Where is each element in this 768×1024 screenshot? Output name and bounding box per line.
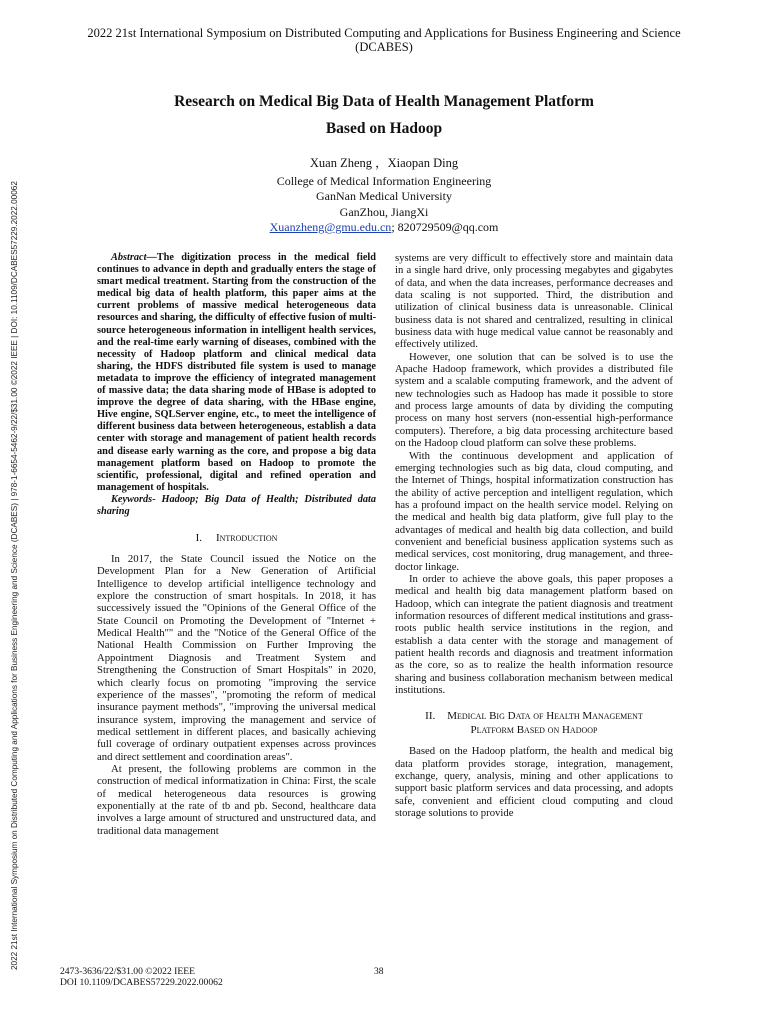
section1-paragraph-2: At present, the following problems are common in the construction of medical informatization in China: First, the scale of medical heterogeneous data resources is growing exponentially at the rate of tb and pb. Second, healthcare data involves a large amount of structured and unstructured data, and traditional data management	[97, 762, 376, 837]
paper-title	[100, 88, 668, 142]
section2-title-line1: Medical Big Data of Health Management	[447, 710, 643, 723]
section1-title: Introduction	[215, 532, 278, 545]
ieee-sidebar-stamp	[10, 40, 24, 970]
right-column	[395, 252, 673, 819]
email-line	[100, 220, 668, 236]
section2-heading-line1	[395, 710, 673, 724]
affiliation-line3: GanZhou, JiangXi	[339, 204, 429, 219]
section2-heading	[395, 710, 673, 737]
affiliation-line1: College of Medical Information Engineering	[276, 173, 492, 188]
title-line2: Based on Hadoop	[325, 120, 443, 137]
sidebar-text: 2022 21st International Symposium on Distributed Computing and Applications for Business Engineering and Science (DCABES) | 978-1-6654-5462-9/22/$31.00 ©2022 IEEE | DOI: 10.1109/DCABES57229.2022.00062	[10, 181, 19, 970]
section2-number: II.	[425, 710, 436, 723]
section1-heading	[97, 532, 376, 545]
conference-header-line2: (DCABES)	[355, 40, 413, 54]
continued-paragraph: systems are very difficult to effectively store and maintain data in a single hard drive, only processing megabytes and gigabytes of data, and when the data increases, performance decreases and data scaling is not supported. Third, the distribution and utilization of clinical business data is unreasonable. Clinical business data is not shared and centralized, resulting in clinical business data with huge medical value cannot be reasonably and effectively utilized.	[395, 252, 673, 351]
abstract	[97, 252, 376, 494]
email-rest: ; 820729509@qq.com	[391, 220, 499, 234]
conference-header	[60, 26, 708, 54]
section2-paragraph: Based on the Hadoop platform, the health and medical big data platform provides storage, integration, management, exchange, query, analysis, mining and other applications to support basic platform services and data processing, and adopts safe, convenient and efficient cloud computing and cloud storage solutions to provide	[395, 745, 673, 820]
abstract-dash: —	[146, 252, 157, 263]
section1-paragraph-1: In 2017, the State Council issued the Notice on the Development Plan for a New Generation of Artificial Intelligence to develop artificial intelligence technology and explore the construction of smart hospitals. In 2018, it has successively issued the "Opinions of the General Office of the State Council on Promoting the Development of "Internet + Medical Health"" and the "Notice of the General Office of the National Health Commission on Further Improving the Appointment Diagnosis and Treatment System and Strengthening the Construction of Smart Hospitals" in 2020, which clearly focus on promoting "improving the service experience of the masses", "promoting the reform of medical insurance payment methods", "improving the universal medical insurance system, improving the management and service of medical settlement in different places, and basically achieving full coverage of ordinary outpatient expenses across provinces and direct settlement and coordination areas".	[97, 553, 376, 763]
keywords: Keywords- Hadoop; Big Data of Health; Distributed data sharing	[97, 493, 376, 517]
right-paragraph-2: With the continuous development and application of emerging technologies such as big data, cloud computing, and the Internet of Things, hospital informatization construction has the ability of active perception and intelligent regulation, which has a profound impact on the health service model. Relying on the medical and health big data platform, give full play to the advantages of medical and health big data collection, and build convenient and beneficial business application systems such as medical services, cost monitoring, drug management, and three-doctor linkage.	[395, 449, 673, 573]
section1-number: I.	[195, 532, 202, 545]
left-column	[97, 252, 376, 837]
footer-line1: 2473-3636/22/$31.00 ©2022 IEEE	[60, 966, 195, 977]
right-paragraph-3: In order to achieve the above goals, this paper proposes a medical and health big data management platform based on Hadoop, which can integrate the patient diagnosis and treatment information resources of different medical institutions and grass-roots public health service institutions in the region, and establish a data center with the storage and management of patient health records and diagnosis and treatment information as the core, so as to realize the health information resource sharing and business collaboration mechanism between medical institutions.	[395, 572, 673, 697]
title-line1: Research on Medical Big Data of Health Management Platform	[174, 93, 594, 110]
author-names: Xuan Zheng ，Xiaopan Ding	[309, 156, 459, 170]
abstract-text: The digitization process in the medical field continues to advance in depth and gradually enters the stage of smart medical treatment. Starting from the construction of the medical big data of health platform, this paper aims at the current problems of massive medical heterogeneous data resources and sharing, the difficulty of effective fusion of multi-source heterogeneous information in intelligent health services, and the real-time early warning of diseases, combined with the necessity of Hadoop platform and clinical medical data sharing, the HDFS distributed file system is used to manage metadata to improve the efficiency of integrated management of massive data; the data sharing mode of HBase is adopted to improve the degree of data sharing, with the HBase engine, Hive engine, SQLServer engine, etc., to meet the intelligence of different business data between heterogeneous, establish a data center with storage and management of patient health records and disease early warning as the core, and propose a big data management platform based on Hadoop to promote the scientific, professional, digital and refined operation and management of hospitals.	[97, 252, 376, 493]
footer-line2: DOI 10.1109/DCABES57229.2022.00062	[60, 977, 223, 988]
conference-header-line1: 2022 21st International Symposium on Distributed Computing and Applications for Business Engineering and Science	[87, 26, 681, 40]
abstract-label: Abstract	[111, 252, 147, 263]
page-number: 38	[374, 966, 384, 977]
right-paragraph-1: However, one solution that can be solved is to use the Apache Hadoop framework, which provides a distributed file system and a scalable computing framework, and the advent of new technologies such as Hadoop has made it possible to store and process large amounts of data by dividing the computing process on many host servers (non-essential high-performance computers). Therefore, a big data processing architecture based on the Hadoop cloud platform can solve these problems.	[395, 350, 673, 450]
affiliation-line2: GanNan Medical University	[316, 189, 452, 203]
section2-title-line2: Platform Based on Hadoop	[470, 723, 598, 736]
footer	[60, 966, 223, 988]
author-block	[100, 156, 668, 236]
email-link[interactable]: Xuanzheng@gmu.edu.cn	[269, 220, 392, 234]
